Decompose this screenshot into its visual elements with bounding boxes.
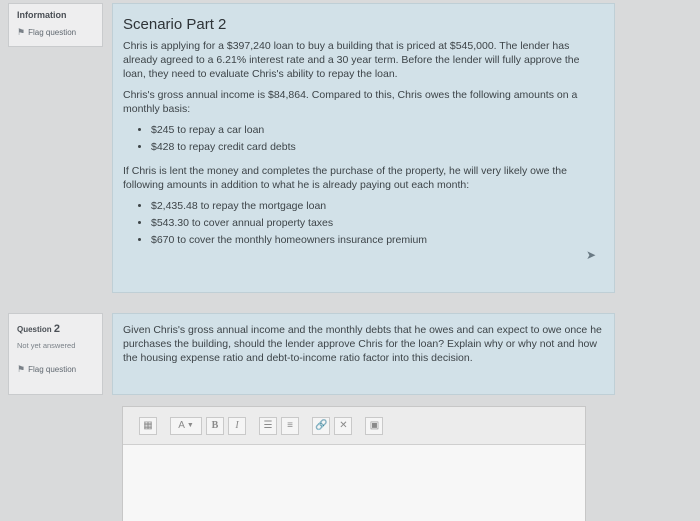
new-debts-list xyxy=(123,199,605,247)
question-info-panel xyxy=(8,313,103,395)
scenario-paragraph-3: If Chris is lent the money and completes the purchase of the property, he will very likely owe the following amounts in addition to what he is already paying out each month: xyxy=(123,165,567,191)
scenario-card xyxy=(112,3,615,293)
unlink-button[interactable] xyxy=(334,417,352,435)
list-item: • $245 to repay a car loan xyxy=(151,123,605,137)
chevron-down-icon: ▼ xyxy=(186,422,194,429)
editor-toolbar xyxy=(123,407,585,445)
ordered-list-button[interactable] xyxy=(281,417,299,435)
question-label: Question xyxy=(17,325,52,334)
answer-text-area[interactable] xyxy=(123,445,585,521)
list-item: • $428 to repay credit card debts xyxy=(151,140,605,154)
link-icon: 🔗 xyxy=(315,420,328,431)
list-item: • $2,435.48 to repay the mortgage loan xyxy=(151,199,605,213)
insert-image-button[interactable] xyxy=(365,417,383,435)
question-text: Given Chris's gross annual income and the monthly debts that he owes and can expect to owe once he purchases the building, should the lender approve Chris for the loan? Explain why or why not and how the housing expense ratio and debt-to-income ratio factor into this decision. xyxy=(123,324,602,364)
italic-label: I xyxy=(235,420,239,431)
flag-question-label: Flag question xyxy=(28,28,77,37)
unlink-icon: ✕ xyxy=(339,420,348,431)
scenario-title: Scenario Part 2 xyxy=(123,16,227,33)
flag-icon: ⚑ xyxy=(17,364,26,374)
bold-label: B xyxy=(211,420,219,431)
list-item: • $543.30 to cover annual property taxes xyxy=(151,216,605,230)
question-card xyxy=(112,313,615,395)
format-label: A xyxy=(178,420,185,431)
current-debts-list xyxy=(123,123,605,154)
question-heading xyxy=(17,323,94,335)
list-item: • $670 to cover the monthly homeowners insurance premium xyxy=(151,233,605,247)
information-panel xyxy=(8,3,103,47)
toolbar-toggle-button[interactable] xyxy=(139,417,157,435)
flag-question-label: Flag question xyxy=(28,365,77,374)
answer-editor xyxy=(122,406,586,521)
bold-button[interactable] xyxy=(206,417,224,435)
numbered-list-icon: ≡ xyxy=(287,420,293,431)
information-title: Information xyxy=(17,10,67,20)
flag-question-link[interactable] xyxy=(17,27,94,38)
scenario-paragraph-1: Chris is applying for a $397,240 loan to buy a building that is priced at $545,000. The lender has already agreed to a 6.21% interest rate and a 30 year term. Before the lender will fully approve the loan, they need to evaluate Chris's ability to repay the loan. xyxy=(123,40,580,80)
question-status: Not yet answered xyxy=(17,341,76,350)
unordered-list-button[interactable] xyxy=(259,417,277,435)
toolbar-toggle-icon: ▦ xyxy=(143,420,153,431)
scenario-paragraph-2: Chris's gross annual income is $84,864. Compared to this, Chris owes the following amounts on a monthly basis: xyxy=(123,89,578,115)
question-number: 2 xyxy=(53,323,61,335)
flag-icon: ⚑ xyxy=(17,27,26,37)
image-icon: ▣ xyxy=(369,420,380,431)
flag-question-link[interactable] xyxy=(17,364,94,375)
italic-button[interactable] xyxy=(228,417,246,435)
paragraph-style-button[interactable] xyxy=(170,417,202,435)
mouse-cursor-icon: ➤ xyxy=(585,248,596,262)
link-button[interactable] xyxy=(312,417,330,435)
bullet-list-icon: ☰ xyxy=(263,420,273,431)
